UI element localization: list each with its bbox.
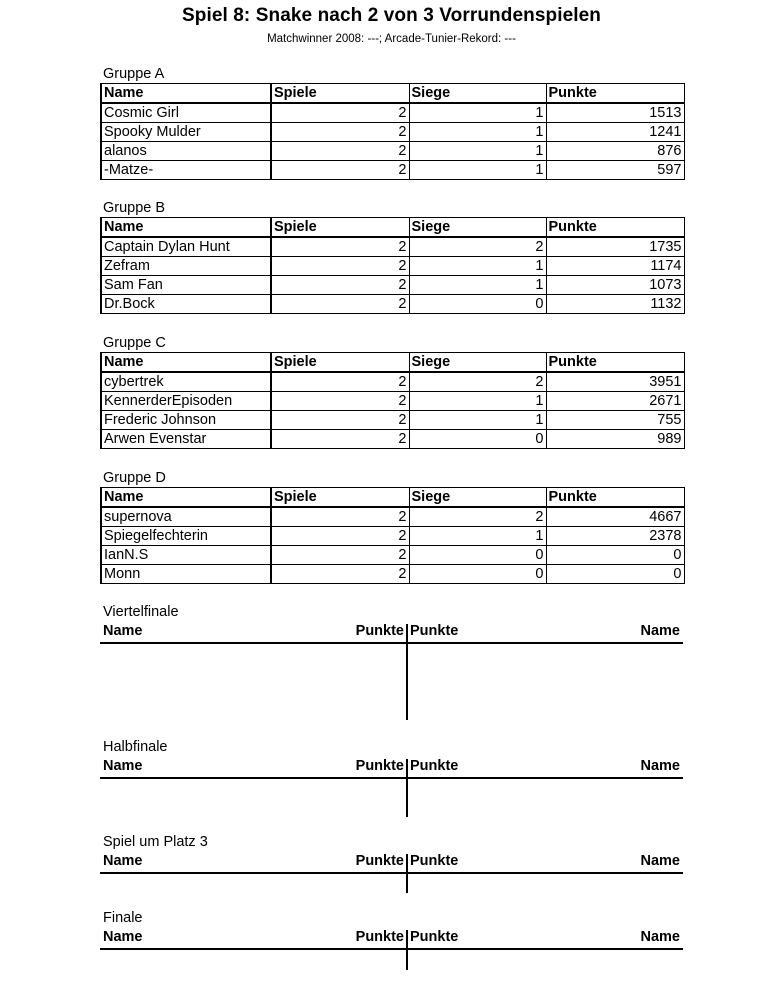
divider bbox=[100, 948, 683, 950]
col-name: Name bbox=[101, 353, 271, 373]
table-row bbox=[101, 237, 684, 257]
siege-value: 1 bbox=[409, 257, 546, 276]
center-divider bbox=[406, 624, 408, 720]
punkte-value: 3951 bbox=[546, 372, 684, 392]
table-row bbox=[101, 392, 684, 411]
col-spiele: Spiele bbox=[271, 353, 409, 373]
punkte-value: 1241 bbox=[546, 123, 684, 142]
spiele-value: 2 bbox=[271, 565, 409, 584]
punkte-value: 597 bbox=[546, 161, 684, 180]
group-c-label: Gruppe C bbox=[103, 335, 166, 351]
siege-value: 1 bbox=[409, 103, 546, 123]
table-row bbox=[101, 276, 684, 295]
player-name: -Matze- bbox=[101, 161, 271, 180]
col-name-right: Name bbox=[640, 623, 680, 639]
col-siege: Siege bbox=[409, 84, 546, 104]
section-label: Halbfinale bbox=[103, 739, 168, 755]
player-name: supernova bbox=[101, 507, 271, 527]
col-siege: Siege bbox=[409, 488, 546, 508]
siege-value: 0 bbox=[409, 546, 546, 565]
section-label: Spiel um Platz 3 bbox=[103, 834, 208, 850]
table-row bbox=[101, 142, 684, 161]
table-row bbox=[101, 546, 684, 565]
table-header-row bbox=[101, 488, 684, 508]
col-punkte-left: Punkte bbox=[355, 758, 404, 774]
col-spiele: Spiele bbox=[271, 488, 409, 508]
center-divider bbox=[406, 759, 408, 817]
col-name: Name bbox=[101, 488, 271, 508]
group-a-label: Gruppe A bbox=[103, 66, 165, 82]
punkte-value: 4667 bbox=[546, 507, 684, 527]
col-spiele: Spiele bbox=[271, 84, 409, 104]
punkte-value: 989 bbox=[546, 430, 684, 449]
col-punkte: Punkte bbox=[546, 488, 684, 508]
col-punkte-right: Punkte bbox=[410, 853, 459, 869]
col-punkte: Punkte bbox=[546, 84, 684, 104]
punkte-value: 0 bbox=[546, 546, 684, 565]
page-title: Spiel 8: Snake nach 2 von 3 Vorrundenspielen bbox=[181, 5, 601, 26]
siege-value: 1 bbox=[409, 123, 546, 142]
player-name: Arwen Evenstar bbox=[101, 430, 271, 449]
col-punkte-left: Punkte bbox=[355, 929, 404, 945]
player-name: Cosmic Girl bbox=[101, 103, 271, 123]
table-row bbox=[101, 372, 684, 392]
siege-value: 2 bbox=[409, 507, 546, 527]
col-punkte-right: Punkte bbox=[410, 758, 459, 774]
siege-value: 0 bbox=[409, 565, 546, 584]
siege-value: 1 bbox=[409, 527, 546, 546]
spiele-value: 2 bbox=[271, 546, 409, 565]
player-name: Dr.Bock bbox=[101, 295, 271, 314]
siege-value: 2 bbox=[409, 372, 546, 392]
siege-value: 1 bbox=[409, 161, 546, 180]
punkte-value: 1735 bbox=[546, 237, 684, 257]
punkte-value: 1513 bbox=[546, 103, 684, 123]
player-name: cybertrek bbox=[101, 372, 271, 392]
knockout-header bbox=[100, 853, 683, 871]
col-name-left: Name bbox=[103, 853, 143, 869]
spiele-value: 2 bbox=[271, 276, 409, 295]
punkte-value: 1132 bbox=[546, 295, 684, 314]
siege-value: 1 bbox=[409, 142, 546, 161]
col-name-right: Name bbox=[640, 929, 680, 945]
punkte-value: 1073 bbox=[546, 276, 684, 295]
spiele-value: 2 bbox=[271, 411, 409, 430]
group-b-table bbox=[100, 217, 685, 314]
player-name: Monn bbox=[101, 565, 271, 584]
siege-value: 0 bbox=[409, 295, 546, 314]
spiele-value: 2 bbox=[271, 123, 409, 142]
player-name: Captain Dylan Hunt bbox=[101, 237, 271, 257]
table-row bbox=[101, 295, 684, 314]
group-a-table bbox=[100, 83, 685, 180]
col-name: Name bbox=[101, 218, 271, 238]
table-header-row bbox=[101, 353, 684, 373]
spiele-value: 2 bbox=[271, 257, 409, 276]
knockout-header bbox=[100, 758, 683, 776]
spiele-value: 2 bbox=[271, 430, 409, 449]
center-divider bbox=[406, 854, 408, 893]
knockout-header bbox=[100, 623, 683, 641]
punkte-value: 2671 bbox=[546, 392, 684, 411]
spiele-value: 2 bbox=[271, 372, 409, 392]
spiele-value: 2 bbox=[271, 392, 409, 411]
col-name-right: Name bbox=[640, 853, 680, 869]
player-name: IanN.S bbox=[101, 546, 271, 565]
table-row bbox=[101, 123, 684, 142]
punkte-value: 2378 bbox=[546, 527, 684, 546]
player-name: Sam Fan bbox=[101, 276, 271, 295]
table-header-row bbox=[101, 84, 684, 104]
col-name: Name bbox=[101, 84, 271, 104]
table-row bbox=[101, 161, 684, 180]
spiele-value: 2 bbox=[271, 237, 409, 257]
spiele-value: 2 bbox=[271, 161, 409, 180]
col-spiele: Spiele bbox=[271, 218, 409, 238]
group-d-label: Gruppe D bbox=[103, 470, 166, 486]
punkte-value: 755 bbox=[546, 411, 684, 430]
divider bbox=[100, 642, 683, 644]
section-label: Finale bbox=[103, 910, 143, 926]
spiele-value: 2 bbox=[271, 103, 409, 123]
spiele-value: 2 bbox=[271, 142, 409, 161]
siege-value: 1 bbox=[409, 392, 546, 411]
table-row bbox=[101, 257, 684, 276]
table-row bbox=[101, 430, 684, 449]
siege-value: 0 bbox=[409, 430, 546, 449]
table-row bbox=[101, 527, 684, 546]
col-punkte-left: Punkte bbox=[355, 853, 404, 869]
group-b-label: Gruppe B bbox=[103, 200, 166, 216]
spiele-value: 2 bbox=[271, 295, 409, 314]
page-subtitle: Matchwinner 2008: ---; Arcade-Tunier-Rekord: --- bbox=[267, 33, 516, 45]
divider bbox=[100, 777, 683, 779]
col-punkte-right: Punkte bbox=[410, 623, 459, 639]
spiele-value: 2 bbox=[271, 527, 409, 546]
group-d-table bbox=[100, 487, 685, 584]
col-punkte: Punkte bbox=[546, 218, 684, 238]
table-row bbox=[101, 103, 684, 123]
player-name: Spiegelfechterin bbox=[101, 527, 271, 546]
siege-value: 2 bbox=[409, 237, 546, 257]
player-name: alanos bbox=[101, 142, 271, 161]
col-name-left: Name bbox=[103, 623, 143, 639]
col-name-left: Name bbox=[103, 758, 143, 774]
col-punkte-left: Punkte bbox=[355, 623, 404, 639]
siege-value: 1 bbox=[409, 411, 546, 430]
table-row bbox=[101, 411, 684, 430]
table-header-row bbox=[101, 218, 684, 238]
spiele-value: 2 bbox=[271, 507, 409, 527]
group-c-table bbox=[100, 352, 685, 449]
col-siege: Siege bbox=[409, 353, 546, 373]
table-row bbox=[101, 507, 684, 527]
punkte-value: 876 bbox=[546, 142, 684, 161]
col-punkte-right: Punkte bbox=[410, 929, 459, 945]
table-row bbox=[101, 565, 684, 584]
punkte-value: 1174 bbox=[546, 257, 684, 276]
divider bbox=[100, 872, 683, 874]
knockout-header bbox=[100, 929, 683, 947]
center-divider bbox=[406, 930, 408, 970]
siege-value: 1 bbox=[409, 276, 546, 295]
col-name-left: Name bbox=[103, 929, 143, 945]
player-name: Spooky Mulder bbox=[101, 123, 271, 142]
player-name: KennerderEpisoden bbox=[101, 392, 271, 411]
col-punkte: Punkte bbox=[546, 353, 684, 373]
player-name: Zefram bbox=[101, 257, 271, 276]
col-name-right: Name bbox=[640, 758, 680, 774]
section-label: Viertelfinale bbox=[103, 604, 179, 620]
punkte-value: 0 bbox=[546, 565, 684, 584]
col-siege: Siege bbox=[409, 218, 546, 238]
player-name: Frederic Johnson bbox=[101, 411, 271, 430]
